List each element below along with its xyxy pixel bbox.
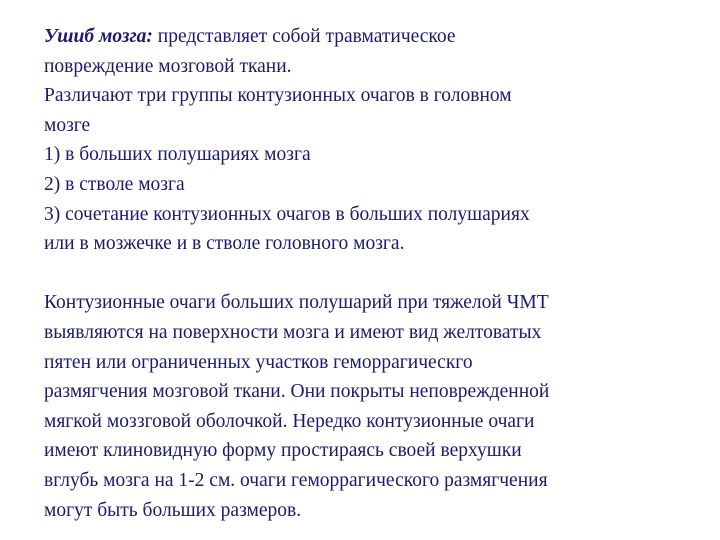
- list-item-continuation: или в мозжечке и в стволе головного мозга.: [44, 233, 405, 255]
- groups-intro-line-2: мозге: [44, 114, 91, 136]
- list-item: 3) сочетание контузионных очагов в больших полушариях: [44, 203, 530, 225]
- paragraph-line: Контузионные очаги больших полушарий при тяжелой ЧМТ: [44, 292, 549, 314]
- groups-intro-line: Различают три группы контузионных очагов в головном: [44, 85, 512, 107]
- paragraph-line: пятен или ограниченных участков геморрагическго: [44, 351, 473, 373]
- list-item: 2) в стволе мозга: [44, 173, 185, 195]
- paragraph-line: выявляются на поверхности мозга и имеют вид желтоватых: [44, 321, 542, 343]
- paragraph-spacer: [44, 259, 694, 289]
- paragraph-line: размягчения мозговой ткани. Они покрыты неповрежденной: [44, 381, 550, 403]
- paragraph-line: имеют клиновидную форму простираясь своей верхушки: [44, 440, 522, 462]
- list-item: 1) в больших полушариях мозга: [44, 144, 311, 166]
- paragraph-line: мягкой моззговой оболочкой. Нередко контузионные очаги: [44, 410, 535, 432]
- paragraph-line: вглубь мозга на 1-2 см. очаги геморрагического размягчения: [44, 469, 548, 491]
- definition-text: представляет собой травматическое: [152, 26, 456, 47]
- paragraph-line: могут быть больших размеров.: [44, 499, 302, 521]
- definition-line-2: повреждение мозговой ткани.: [44, 55, 292, 77]
- definition-line: [44, 22, 694, 52]
- term-heading: Ушиб мозга:: [44, 26, 153, 47]
- slide-text-block: [44, 22, 694, 525]
